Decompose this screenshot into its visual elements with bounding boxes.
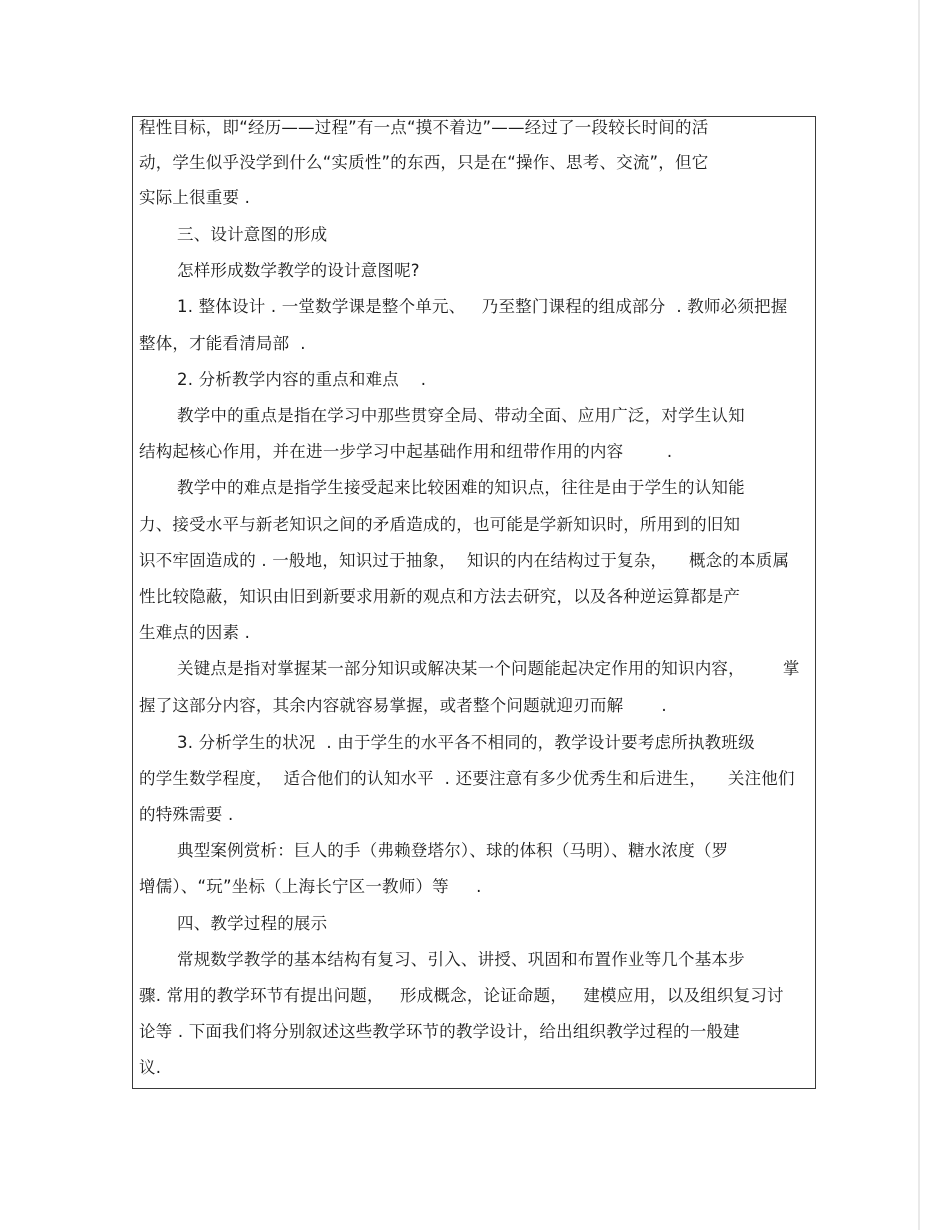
text-line: 整体，才能看清局部 . xyxy=(139,334,306,353)
text-line: 典型案例赏析：巨人的手（弗赖登塔尔）、球的体积（马明）、糖水浓度（罗 xyxy=(177,841,729,860)
text-line: 生难点的因素 . xyxy=(139,623,251,642)
text-line: 握了这部分内容，其余内容就容易掌握，或者整个问题就迎刃而解 . xyxy=(139,696,667,715)
text-line: 3. 分析学生的状况 . 由于学生的水平各不相同的，教学设计要考虑所执教班级 xyxy=(177,733,755,752)
text-line: 骤. 常用的教学环节有提出问题， 形成概念，论证命题， 建模应用，以及组织复习讨 xyxy=(139,986,784,1005)
text-line: 性比较隐蔽，知识由旧到新要求用新的观点和方法去研究，以及各种逆运算都是产 xyxy=(139,587,741,606)
text-line: 三、设计意图的形成 xyxy=(177,225,328,244)
text-line: 力、接受水平与新老知识之间的矛盾造成的，也可能是学新知识时，所用到的旧知 xyxy=(139,515,741,534)
text-line: 结构起核心作用，并在进一步学习中起基础作用和纽带作用的内容 . xyxy=(139,442,673,461)
text-line: 动，学生似乎没学到什么“实质性”的东西，只是在“操作、思考、交流”，但它 xyxy=(139,153,709,172)
text-line: 程性目标，即“经历——过程”有一点“摸不着边”——经过了一段较长时间的活 xyxy=(139,118,709,137)
text-line: 2. 分析教学内容的重点和难点 . xyxy=(177,370,427,389)
text-line: 的学生数学程度， 适合他们的认知水平 . 还要注意有多少优秀生和后进生， 关注他们 xyxy=(139,769,795,788)
text-line: 增儒）、“玩”坐标（上海长宁区一教师）等 . xyxy=(139,877,482,896)
text-line: 议. xyxy=(139,1058,162,1077)
text-line: 识不牢固造成的 . 一般地，知识过于抽象， 知识的内在结构过于复杂， 概念的本质属 xyxy=(139,551,790,570)
text-line: 常规数学教学的基本结构有复习、引入、讲授、巩固和布置作业等几个基本步 xyxy=(177,950,745,969)
text-line: 教学中的难点是指学生接受起来比较困难的知识点，往往是由于学生的认知能 xyxy=(177,478,745,497)
text-line: 四、教学过程的展示 xyxy=(177,914,328,933)
text-line: 关键点是指对掌握某一部分知识或解决某一个问题能起决定作用的知识内容， 掌 xyxy=(177,659,800,678)
text-line: 的特殊需要 . xyxy=(139,805,234,824)
text-line: 论等 . 下面我们将分别叙述这些教学环节的教学设计，给出组织教学过程的一般建 xyxy=(139,1022,740,1041)
text-line: 实际上很重要 . xyxy=(139,188,251,207)
text-line: 1. 整体设计 . 一堂数学课是整个单元、 乃至整门课程的组成部分 . 教师必须把握 xyxy=(177,297,788,316)
text-line: 怎样形成数学教学的设计意图呢? xyxy=(177,261,420,280)
text-line: 教学中的重点是指在学习中那些贯穿全局、带动全面、应用广泛，对学生认知 xyxy=(177,406,745,425)
page-edge xyxy=(918,0,920,1230)
